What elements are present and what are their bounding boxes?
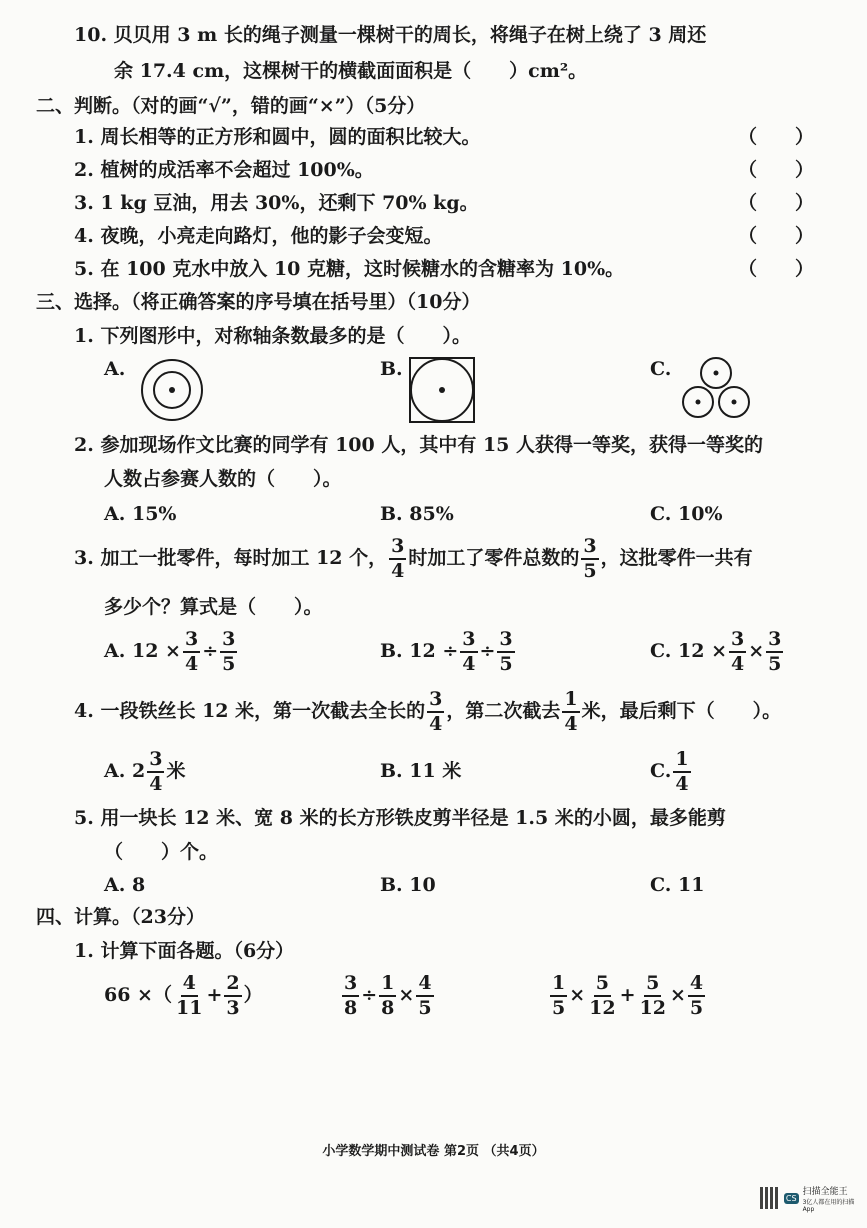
- scanner-watermark: [760, 1184, 860, 1212]
- choice-q2-line1: 2. 参加现场作文比赛的同学有 100 人，其中有 15 人获得一等奖，获得一等奖的: [74, 434, 764, 456]
- calc-expr-3: $\frac{1}{5}$ × $\frac{5}{12}$ + $\frac{5}{12}$ × $\frac{4}{5}$: [552, 972, 704, 1019]
- choice-q2-line2: 人数占参赛人数的（ ）。: [104, 468, 342, 490]
- section4-title: 四、计算。（23分）: [36, 906, 205, 928]
- choice-q1-text: 1. 下列图形中，对称轴条数最多的是（ ）。: [74, 325, 471, 347]
- scanner-name: 扫描全能王: [802, 1186, 848, 1197]
- choice-q1-b-label[interactable]: B.: [380, 358, 403, 380]
- circle-in-square-figure: [406, 356, 478, 426]
- choice-q1-a-label[interactable]: A.: [104, 358, 126, 380]
- choice-q2-b[interactable]: B. 85%: [380, 503, 454, 525]
- choice-q3-pre: 3. 加工一批零件，每时加工 12 个，: [74, 547, 388, 569]
- judge-item-1: 1. 周长相等的正方形和圆中，圆的面积比较大。: [74, 126, 481, 148]
- section3-title: 三、选择。（将正确答案的序号填在括号里）（10分）: [36, 291, 481, 313]
- choice-q3-line2: 多少个？算式是（ ）。: [104, 596, 323, 618]
- choice-q1-c-label[interactable]: C.: [650, 358, 672, 380]
- choice-q5-line2: （ ）个。: [104, 841, 219, 863]
- concentric-circles-figure: [136, 357, 208, 423]
- choice-q5-a[interactable]: A. 8: [104, 874, 146, 896]
- judge-blank-1[interactable]: （ ）: [738, 126, 815, 148]
- choice-q4-line: 4. 一段铁丝长 12 米，第一次截去全长的 $\frac{3}{4}$ ，第二次截去 $\frac{1}{4}$ 米，最后剩下（ ）。: [74, 688, 782, 735]
- judge-blank-3[interactable]: （ ）: [738, 192, 815, 214]
- choice-q2-c[interactable]: C. 10%: [650, 503, 723, 525]
- section4-sub1: 1. 计算下面各题。（6分）: [74, 940, 295, 962]
- fraction: $\frac{3}{5}$: [583, 535, 597, 582]
- calc-expr-1: 66 ×（ $\frac{4}{11}$ + $\frac{2}{3}$ ）: [104, 972, 263, 1019]
- calc-expr-2: $\frac{3}{8}$ ÷ $\frac{1}{8}$ × $\frac{4}{5}$: [344, 972, 432, 1019]
- judge-item-3: 3. 1 kg 豆油，用去 30%，还剩下 70% kg。: [74, 192, 479, 214]
- three-circles-figure: [676, 355, 756, 421]
- choice-q3-post: ，这批零件一共有: [600, 547, 753, 569]
- choice-q3-c[interactable]: C. 12 × $\frac{3}{4}$ × $\frac{3}{5}$: [650, 628, 782, 675]
- choice-q5-c[interactable]: C. 11: [650, 874, 705, 896]
- scanner-sub: 3亿人都在用的扫描App: [802, 1198, 855, 1213]
- choice-q4-b[interactable]: B. 11 米: [380, 760, 462, 782]
- choice-q4-c[interactable]: C. $\frac{1}{4}$: [650, 748, 689, 795]
- choice-q4-a[interactable]: A. 2 $\frac{3}{4}$ 米: [104, 748, 186, 795]
- judge-item-5: 5. 在 100 克水中放入 10 克糖，这时候糖水的含糖率为 10%。: [74, 258, 625, 280]
- judge-blank-2[interactable]: （ ）: [738, 159, 815, 181]
- choice-q3-line1: [74, 537, 753, 581]
- qr-code-icon: [760, 1187, 780, 1209]
- scanner-logo: CS: [785, 1193, 797, 1203]
- q10-line2: 余 17.4 cm，这棵树干的横截面面积是（ ）cm²。: [114, 60, 588, 82]
- choice-q5-line1: 5. 用一块长 12 米、宽 8 米的长方形铁皮剪半径是 1.5 米的小圆，最多能剪: [74, 807, 726, 829]
- q10-line1: 10. 贝贝用 3 m 长的绳子测量一棵树干的周长，将绳子在树上绕了 3 周还: [74, 24, 707, 46]
- fraction: $\frac{3}{4}$: [391, 535, 405, 582]
- judge-item-4: 4. 夜晚，小亮走向路灯，他的影子会变短。: [74, 225, 443, 247]
- choice-q3-mid: 时加工了零件总数的: [408, 547, 580, 569]
- judge-blank-5[interactable]: （ ）: [738, 258, 815, 280]
- section2-title: 二、判断。（对的画“√”，错的画“×”）（5分）: [36, 95, 426, 117]
- judge-blank-4[interactable]: （ ）: [738, 225, 815, 247]
- choice-q5-b[interactable]: B. 10: [380, 874, 436, 896]
- page-footer: 小学数学期中测试卷 第2页 （共4页）: [322, 1144, 545, 1159]
- judge-item-2: 2. 植树的成活率不会超过 100%。: [74, 159, 374, 181]
- choice-q3-a[interactable]: A. 12 × $\frac{3}{4}$ ÷ $\frac{3}{5}$: [104, 628, 236, 675]
- choice-q3-b[interactable]: B. 12 ÷ $\frac{3}{4}$ ÷ $\frac{3}{5}$: [380, 628, 513, 675]
- choice-q2-a[interactable]: A. 15%: [104, 503, 177, 525]
